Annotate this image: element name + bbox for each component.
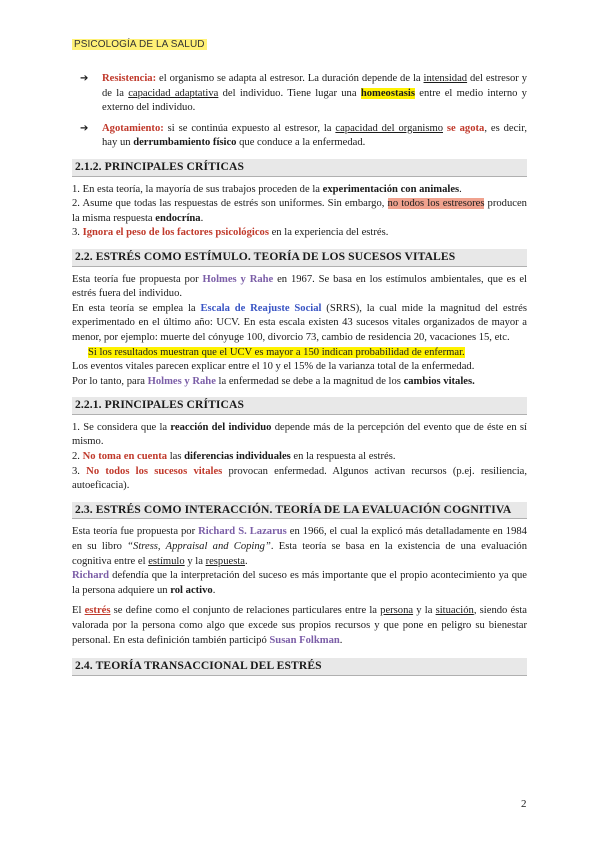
paragraph-eventos-vitales: Los eventos vitales parecen explicar entre el 10 y el 15% de la varianza total de la enfermedad. <box>72 361 475 373</box>
section-heading-2-2: 2.2. ESTRÉS COMO ESTÍMULO. TEORÍA DE LOS SUCESOS VITALES <box>72 249 527 267</box>
paragraph-conclusion: Por lo tanto, para Holmes y Rahe la enfermedad se debe a la magnitud de los cambios vitales. <box>72 375 475 387</box>
paragraph-srrs: En esta teoría se emplea la Escala de Reajuste Social (SRRS), la cual mide la magnitud del estrés experimentado en el último año: UCV. En esta escala existen 43 sucesos vitales organizados de mayor a menor, por ejemplo: muerte del cónyuge 100, divorcio 73, cambio de residencia 20, vacaciones 15, etc. <box>72 302 527 343</box>
section-heading-2-1-2: 2.1.2. PRINCIPALES CRÍTICAS <box>72 159 527 177</box>
bullet-agotamiento: ➔ Agotamiento: si se continúa expuesto al estresor, la capacidad del organismo se agota, es decir, hay un derrumbamiento físico que conduce a la enfermedad. <box>80 122 527 149</box>
critica-item-1b: 1. Se considera que la reacción del individuo depende más de la percepción del evento que de éste en sí mismo. <box>72 421 527 448</box>
paragraph-holmes-rahe: Esta teoría fue propuesta por Holmes y Rahe en 1967. Se basa en los estímulos ambientales, que es el estrés fuera del individuo. <box>72 273 527 300</box>
paragraph-richard: Richard defendía que la interpretación del suceso es más importante que el propio acontecimiento ya que la persona adquiere un rol activo. <box>72 570 527 596</box>
critica-item-3: 3. Ignora el peso de los factores psicológicos en la experiencia del estrés. <box>72 227 389 239</box>
critica-item-2: 2. Asume que todas las respuestas de estrés son uniformes. Sin embargo, no todos los estresores producen la misma respuesta endocrína. <box>72 198 527 224</box>
critica-item-3b: 3. No todos los sucesos vitales provocan enfermedad. Algunos activan recursos (p.ej. resiliencia, autoeficacia). <box>72 465 528 492</box>
paragraph-definicion-estres: El estrés se define como el conjunto de relaciones particulares entre la persona y la situación, siendo ésta valorada por la persona como algo que excede sus propios recursos y que pone en peligro su bienestar personal. En esta definición también participó Susan Folkman. <box>72 605 527 646</box>
bullet-resistencia: ➔ Resistencia: el organismo se adapta al estresor. La duración depende de la intensidad del estresor y de la capacidad adaptativa del individuo. Tiene lugar una homeostasis entre el medio interno y externo del individuo. <box>80 73 527 114</box>
critica-item-2b: 2. No toma en cuenta las diferencias individuales en la respuesta al estrés. <box>72 451 396 463</box>
critica-item-1: 1. En esta teoría, la mayoría de sus trabajos proceden de la experimentación con animales. <box>72 183 462 195</box>
arrow-icon: ➔ <box>80 122 89 134</box>
section-heading-2-2-1: 2.2.1. PRINCIPALES CRÍTICAS <box>72 397 527 415</box>
section-heading-2-4: 2.4. TEORÍA TRANSACCIONAL DEL ESTRÉS <box>72 658 527 676</box>
running-header: PSICOLOGÍA DE LA SALUD <box>74 39 205 50</box>
paragraph-ucv-highlight: Si los resultados muestran que el UCV es mayor a 150 indican probabilidad de enfermar. <box>88 346 465 358</box>
paragraph-lazarus: Esta teoría fue propuesta por Richard S. Lazarus en 1966, el cual la explicó más detalladamente en 1984 en su libro “Stress, Appraisal and Coping”. Esta teoría se basa en la existencia de una evaluación cognitiva entre el estímulo y la respuesta. <box>72 526 528 567</box>
page-content <box>72 72 527 676</box>
page-number: 2 <box>521 798 527 810</box>
section-heading-2-3: 2.3. ESTRÉS COMO INTERACCIÓN. TEORÍA DE LA EVALUACIÓN COGNITIVA <box>72 502 527 520</box>
arrow-icon: ➔ <box>80 73 89 84</box>
